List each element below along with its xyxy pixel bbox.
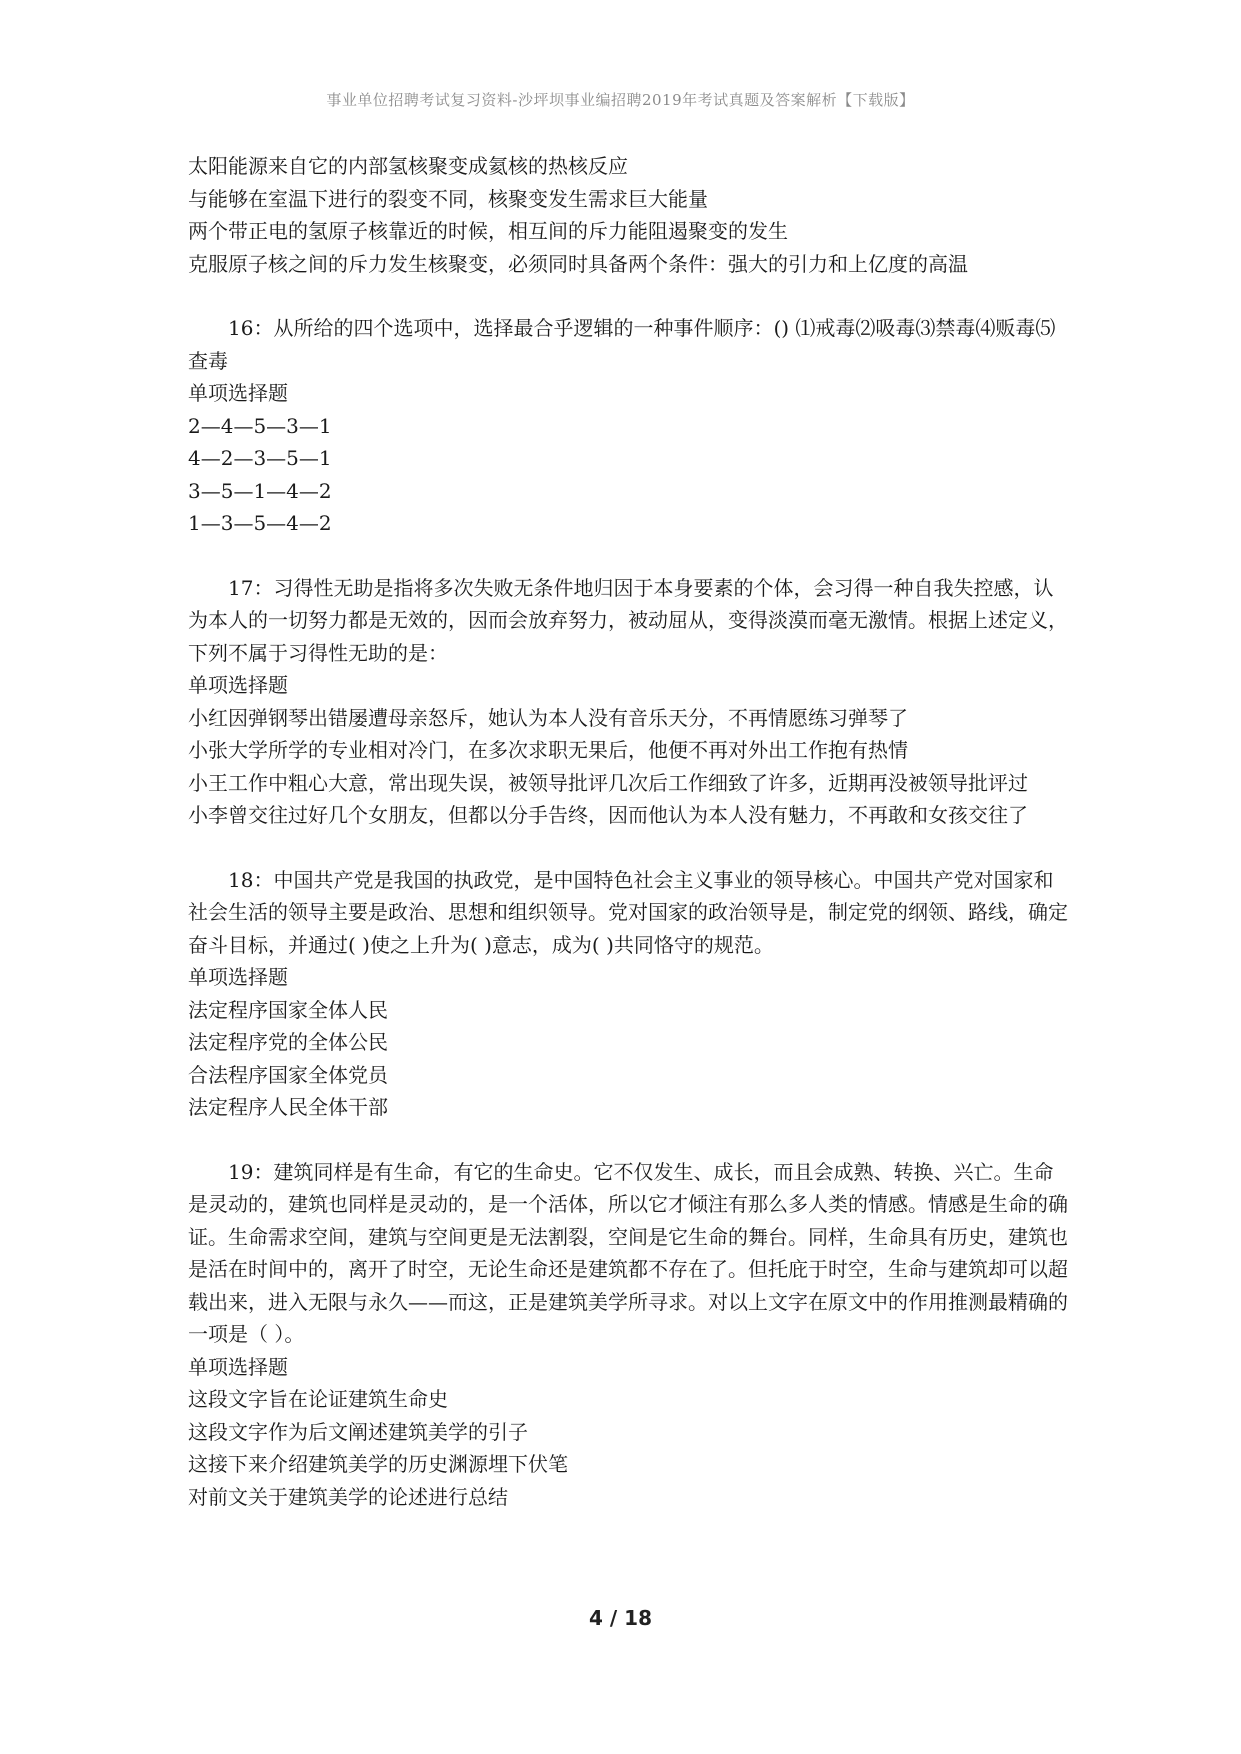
list-item: 对前文关于建筑美学的论述进行总结 bbox=[188, 1484, 508, 1509]
page-number: 4 / 18 bbox=[589, 1606, 652, 1630]
question-type: 单项选择题 bbox=[188, 673, 288, 697]
list-item: 与能够在室温下进行的裂变不同，核聚变发生需求巨大能量 bbox=[188, 186, 708, 211]
document-body bbox=[188, 150, 1068, 1513]
list-item: 这接下来介绍建筑美学的历史渊源埋下伏笔 bbox=[188, 1452, 568, 1476]
list-item: 法定程序人民全体干部 bbox=[188, 1095, 388, 1119]
intro-options bbox=[188, 150, 1068, 280]
question-type: 单项选择题 bbox=[188, 1354, 288, 1379]
list-item: 这段文字作为后文阐述建筑美学的引子 bbox=[188, 1419, 528, 1444]
question-type: 单项选择题 bbox=[188, 965, 288, 989]
list-item: 克服原子核之间的斥力发生核聚变，必须同时具备两个条件：强大的引力和上亿度的高温 bbox=[188, 251, 968, 276]
list-item: 4—2—3—5—1 bbox=[188, 446, 332, 470]
question-stem: 19：建筑同样是有生命，有它的生命史。它不仅发生、成长，而且会成熟、转换、兴亡。生命是灵动的，建筑也同样是灵动的，是一个活体，所以它才倾注有那么多人类的情感。情感是生命的确证。生命需求空间，建筑与空间更是无法割裂，空间是它生命的舞台。同样，生命具有历史，建筑也是活在时间中的，离开了时空，无论生命还是建筑都不存在了。但托庇于时空，生命与建筑却可以超载出来，进入无限与永久——而这，正是建筑美学所寻求。对以上文字在原文中的作用推测最精确的一项是（ ）。 bbox=[188, 1159, 1068, 1346]
list-item: 小王工作中粗心大意，常出现失误，被领导批评几次后工作细致了许多，近期再没被领导批评过 bbox=[188, 770, 1028, 795]
list-item: 两个带正电的氢原子核靠近的时候，相互间的斥力能阻遏聚变的发生 bbox=[188, 219, 788, 243]
list-item: 小李曾交往过好几个女朋友，但都以分手告终，因而他认为本人没有魅力，不再敢和女孩交往了 bbox=[188, 803, 1028, 827]
list-item: 1—3—5—4—2 bbox=[188, 511, 332, 535]
list-item: 法定程序国家全体人民 bbox=[188, 997, 388, 1022]
question-stem: 18：中国共产党是我国的执政党，是中国特色社会主义事业的领导核心。中国共产党对国家和社会生活的领导主要是政治、思想和组织领导。党对国家的政治领导是，制定党的纲领、路线，确定奋斗目标，并通过( )使之上升为( )意志，成为( )共同恪守的规范。 bbox=[188, 867, 1068, 957]
list-item: 2—4—5—3—1 bbox=[188, 413, 332, 438]
question-19 bbox=[188, 1156, 1068, 1514]
question-18 bbox=[188, 864, 1068, 1124]
list-item: 3—5—1—4—2 bbox=[188, 478, 332, 503]
question-16 bbox=[188, 312, 1068, 540]
page-header: 事业单位招聘考试复习资料-沙坪坝事业编招聘2019年考试真题及答案解析【下载版】 bbox=[326, 91, 915, 109]
list-item: 小张大学所学的专业相对冷门，在多次求职无果后，他便不再对外出工作抱有热情 bbox=[188, 738, 908, 762]
list-item: 合法程序国家全体党员 bbox=[188, 1062, 388, 1087]
list-item: 太阳能源来自它的内部氢核聚变成氦核的热核反应 bbox=[188, 154, 628, 178]
question-type: 单项选择题 bbox=[188, 381, 288, 405]
list-item: 法定程序党的全体公民 bbox=[188, 1030, 388, 1054]
list-item: 小红因弹钢琴出错屡遭母亲怒斥，她认为本人没有音乐天分，不再情愿练习弹琴了 bbox=[188, 705, 908, 730]
question-stem: 16：从所给的四个选项中，选择最合乎逻辑的一种事件顺序：() ⑴戒毒⑵吸毒⑶禁毒⑷贩毒⑸查毒 bbox=[188, 316, 1056, 373]
question-17 bbox=[188, 572, 1068, 832]
list-item: 这段文字旨在论证建筑生命史 bbox=[188, 1387, 448, 1411]
question-stem: 17：习得性无助是指将多次失败无条件地归因于本身要素的个体，会习得一种自我失控感，认为本人的一切努力都是无效的，因而会放弃努力，被动屈从，变得淡漠而毫无激情。根据上述定义，下列不属于习得性无助的是： bbox=[188, 575, 1068, 665]
